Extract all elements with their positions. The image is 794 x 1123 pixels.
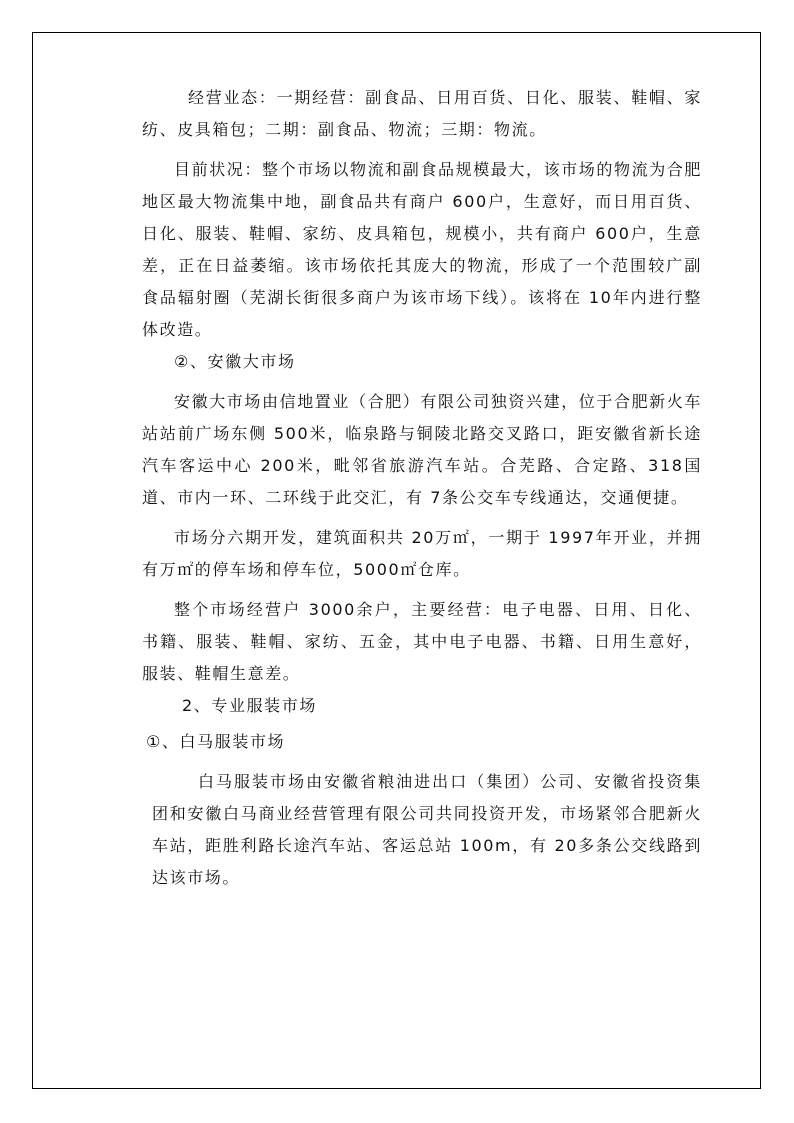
paragraph-anhui-market-development: 市场分六期开发，建筑面积共 20万㎡，一期于 1997年开业，并拥有万㎡的停车场和停车位，5000㎡仓库。 [142,528,702,579]
heading-baima-market: ①、白马服装市场 [146,732,286,751]
paragraph-business-format: 经营业态：一期经营：副食品、日用百货、日化、服装、鞋帽、家纺、皮具箱包；二期：副食品、物流；三期：物流。 [142,88,702,139]
paragraph-anhui-market-business: 整个市场经营户 3000余户，主要经营：电子电器、日用、日化、书籍、服装、鞋帽、家纺、五金，其中电子电器、书籍、日用生意好，服装、鞋帽生意差。 [142,600,702,683]
paragraph-anhui-market-location: 安徽大市场由信地置业（合肥）有限公司独资兴建，位于合肥新火车站站前广场东侧 500米，临泉路与铜陵北路交叉路口，距安徽省新长途汽车客运中心 200米，毗邻省旅游汽车站。合芜路、合定路、318国道、市内一环、二环线于此交汇，有 7条公交车专线通达，交通便捷。 [142,392,703,507]
heading-anhui-market: ②、安徽大市场 [174,352,296,371]
paragraph-current-status: 目前状况：整个市场以物流和副食品规模最大，该市场的物流为合肥地区最大物流集中地，副食品共有商户 600户，生意好，而日用百货、日化、服装、鞋帽、家纺、皮具箱包，规模小，共有商户 600户，生意差，正在日益萎缩。该市场依托其庞大的物流，形成了一个范围较广副食品辐射圈（芜湖长街很多商户为该市场下线）。该将在 10年内进行整体改造。 [142,160,703,339]
document-body [142,82,702,894]
heading-clothing-markets: 2、专业服装市场 [182,696,317,715]
paragraph-baima-market: 白马服装市场由安徽省粮油进出口（集团）公司、安徽省投资集团和安徽白马商业经营管理有限公司共同投资开发，市场紧邻合肥新火车站，距胜利路长途汽车站、客运总站 100m，有 20多条公交线路到达该市场。 [152,772,702,887]
